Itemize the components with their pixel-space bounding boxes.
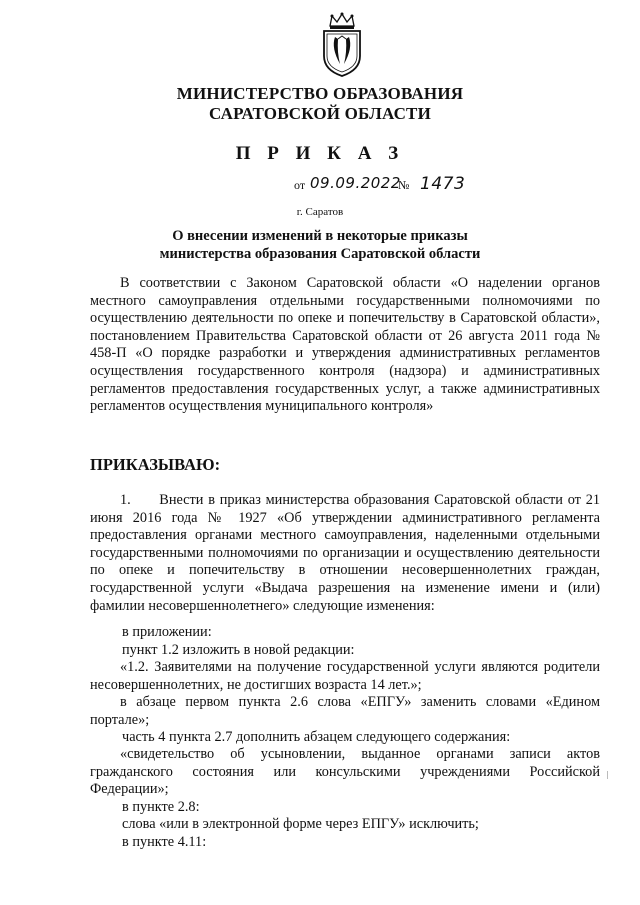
document-title: П Р И К А З [235,143,405,164]
handwritten-date: 09.09.2022 [310,174,401,192]
number-prefix: № [398,178,410,192]
subject-line2: министерства образования Саратовской области [159,246,481,262]
text-paragraph: «свидетельство об усыновлении, выданное органами записи актов гражданского состояния или консульскими учреждениями Российской Федерации»; [90,746,600,798]
prikazyvayu-heading: ПРИКАЗЫВАЮ: [90,455,221,474]
saratov-coat-of-arms-icon [318,12,366,78]
subject-line1: О внесении изменений в некоторые приказы [172,228,468,244]
text-line: в приложении: [122,624,212,640]
handwritten-number: 1473 [420,174,466,194]
text-line: слова «или в электронной форме через ЕПГУ» исключить; [122,816,479,832]
date-prefix: от [294,178,306,192]
city: г. Саратов [296,206,344,218]
item-1-paragraph: 1. Внести в приказ министерства образования Саратовской области от 21 июня 2016 года № 1927 «Об утверждении административного регламента предоставления органами местного самоуправления, наделенными отдельными государственными полномочиями по организации и осуществлению деятельности по опеке и попечительству в отношении несовершеннолетних граждан, государственной услуги «Выдача разрешения на изменение имени и (или) фамилии несовершеннолетнего» следующие изменения: [90,492,604,614]
text-line: часть 4 пункта 2.7 дополнить абзацем следующего содержания: [122,729,511,745]
scan-mark [607,771,608,779]
text-paragraph: в абзаце первом пункта 2.6 слова «ЕПГУ» заменить словами «Едином портале»; [90,694,600,728]
text-paragraph: «1.2. Заявителями на получение государственной услуги являются родители несовершеннолетних, не достигших возраста 14 лет.»; [90,659,600,693]
preamble-paragraph: В соответствии с Законом Саратовской области «О наделении органов местного самоуправления отдельными государственными полномочиями по осуществлению деятельности по опеке и попечительству в Саратовской области», постановлением Правительства Саратовской области от 26 августа 2011 года № 458-П «О порядке разработки и утверждения административных регламентов осуществления государственного контроля (надзора) и административных регламентов предоставления государственных услуг, а также административных регламентов осуществления муниципального контроля» [90,275,600,415]
ministry-name-line2: САРАТОВСКОЙ ОБЛАСТИ [208,104,432,123]
ministry-name-line1: МИНИСТЕРСТВО ОБРАЗОВАНИЯ [176,84,464,103]
text-line: в пункте 2.8: [122,799,200,815]
text-line: в пункте 4.11: [122,834,207,850]
text-line: пункт 1.2 изложить в новой редакции: [122,642,355,658]
